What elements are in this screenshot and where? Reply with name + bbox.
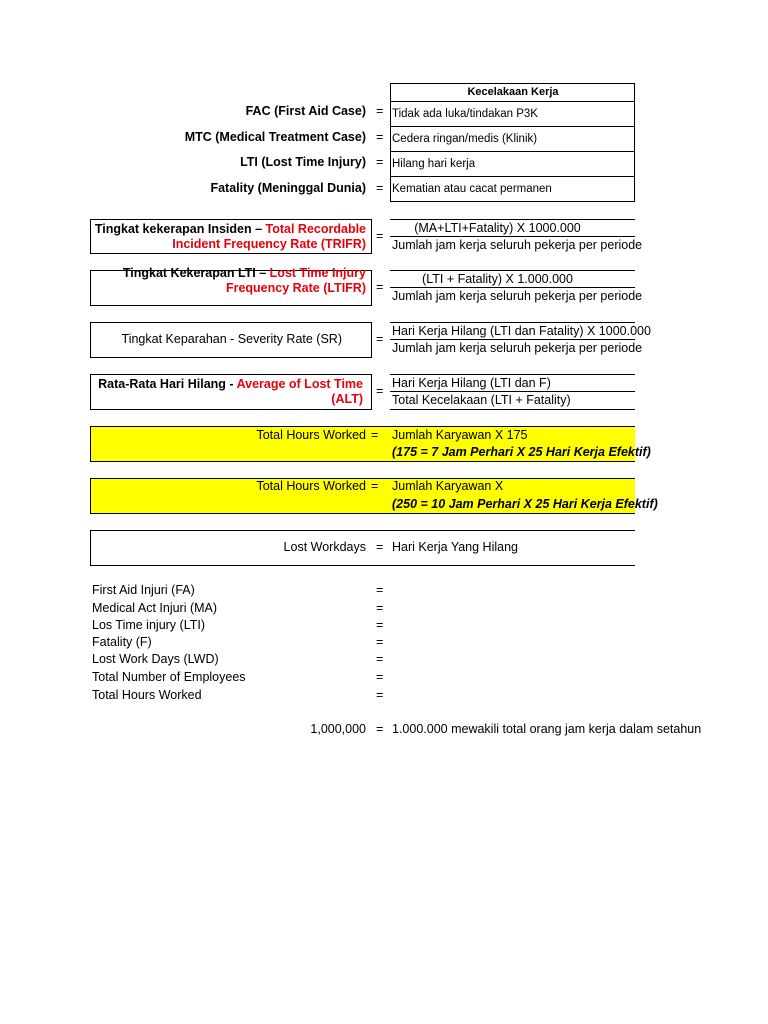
row-label: MTC (Medical Treatment Case) <box>184 130 366 144</box>
alt-label-red: Average of Lost Time <box>236 377 363 391</box>
thw2-equals: = <box>371 479 379 493</box>
row-label: Fatality (Meninggal Dunia) <box>210 181 366 195</box>
thw1-label: Total Hours Worked <box>256 428 366 442</box>
footer-equals: = <box>376 722 384 736</box>
sr-top-line <box>390 322 635 323</box>
alt-denominator: Total Kecelakaan (LTI + Fatality) <box>392 393 571 407</box>
thw1-line2: (175 = 7 Jam Perhari X 25 Hari Kerja Efektif) <box>392 445 651 459</box>
row-description: Kematian atau cacat permanen <box>390 176 635 202</box>
definition-equals: = <box>376 583 384 597</box>
sr-numerator: Hari Kerja Hilang (LTI dan Fatality) X 1000.000 <box>392 324 651 338</box>
alt-equals: = <box>376 384 384 398</box>
sr-label: Tingkat Keparahan - Severity Rate (SR) <box>121 332 342 346</box>
ltifr-label <box>123 266 366 296</box>
ltifr-top-line <box>390 270 635 271</box>
row-label: FAC (First Aid Case) <box>245 104 366 118</box>
lwd-equals: = <box>376 540 384 554</box>
ltifr-label-red: Lost Time Injury <box>269 266 366 280</box>
trifr-fraction-line <box>390 236 635 237</box>
trifr-label-black: Tingkat kekerapan Insiden – <box>94 222 266 236</box>
footer-number: 1,000,000 <box>310 722 366 736</box>
sr-equals: = <box>376 332 384 346</box>
alt-label-red-2: (ALT) <box>331 392 363 406</box>
alt-label-black: Rata-Rata Hari Hilang - <box>98 377 237 391</box>
footer-text: 1.000.000 mewakili total orang jam kerja dalam setahun <box>392 722 702 736</box>
trifr-denominator: Jumlah jam kerja seluruh pekerja per periode <box>392 238 643 252</box>
definition-label: Los Time injury (LTI) <box>92 618 205 632</box>
definition-equals: = <box>376 688 384 702</box>
trifr-top-line <box>390 219 635 220</box>
row-equals: = <box>376 130 384 144</box>
lwd-value: Hari Kerja Yang Hilang <box>392 540 518 554</box>
lwd-label: Lost Workdays <box>283 540 366 554</box>
definition-equals: = <box>376 670 384 684</box>
table-header: Kecelakaan Kerja <box>390 83 635 102</box>
definition-label: Lost Work Days (LWD) <box>92 652 219 666</box>
thw2-line1: Jumlah Karyawan X <box>392 479 504 493</box>
definition-equals: = <box>376 635 384 649</box>
definition-label: Total Hours Worked <box>92 688 202 702</box>
alt-top-line <box>390 374 635 375</box>
definition-label: Medical Act Injuri (MA) <box>92 601 218 615</box>
ltifr-equals: = <box>376 280 384 294</box>
row-description: Hilang hari kerja <box>390 151 635 177</box>
definition-equals: = <box>376 618 384 632</box>
ltifr-label-black: Tingkat Kekerapan LTI – <box>122 266 270 280</box>
trifr-label-red-2: Incident Frequency Rate (TRIFR) <box>172 237 366 251</box>
definition-label: Fatality (F) <box>92 635 152 649</box>
ltifr-label-red-2: Frequency Rate (LTIFR) <box>225 281 366 295</box>
ltifr-denominator: Jumlah jam kerja seluruh pekerja per periode <box>392 289 643 303</box>
alt-label <box>98 377 363 407</box>
thw1-line1: Jumlah Karyawan X 175 <box>392 428 528 442</box>
row-equals: = <box>376 104 384 118</box>
ltifr-fraction-line <box>390 287 635 288</box>
row-equals: = <box>376 181 384 195</box>
thw1-equals: = <box>371 428 379 442</box>
trifr-label <box>95 222 366 252</box>
sr-denominator: Jumlah jam kerja seluruh pekerja per periode <box>392 341 643 355</box>
alt-bottom-line <box>390 409 635 410</box>
trifr-numerator: (MA+LTI+Fatality) X 1000.000 <box>414 221 581 235</box>
thw2-line2: (250 = 10 Jam Perhari X 25 Hari Kerja Efektif) <box>392 497 658 511</box>
definition-label: First Aid Injuri (FA) <box>92 583 195 597</box>
trifr-equals: = <box>376 229 384 243</box>
alt-fraction-line <box>390 391 635 392</box>
trifr-label-red: Total Recordable <box>265 222 366 236</box>
row-description: Tidak ada luka/tindakan P3K <box>390 101 635 127</box>
row-equals: = <box>376 155 384 169</box>
definition-label: Total Number of Employees <box>92 670 246 684</box>
sr-fraction-line <box>390 339 635 340</box>
alt-numerator: Hari Kerja Hilang (LTI dan F) <box>392 376 551 390</box>
thw2-label: Total Hours Worked <box>256 479 366 493</box>
ltifr-numerator: (LTI + Fatality) X 1.000.000 <box>422 272 573 286</box>
definition-equals: = <box>376 652 384 666</box>
row-label: LTI (Lost Time Injury) <box>240 155 366 169</box>
definition-equals: = <box>376 601 384 615</box>
row-description: Cedera ringan/medis (Klinik) <box>390 126 635 152</box>
